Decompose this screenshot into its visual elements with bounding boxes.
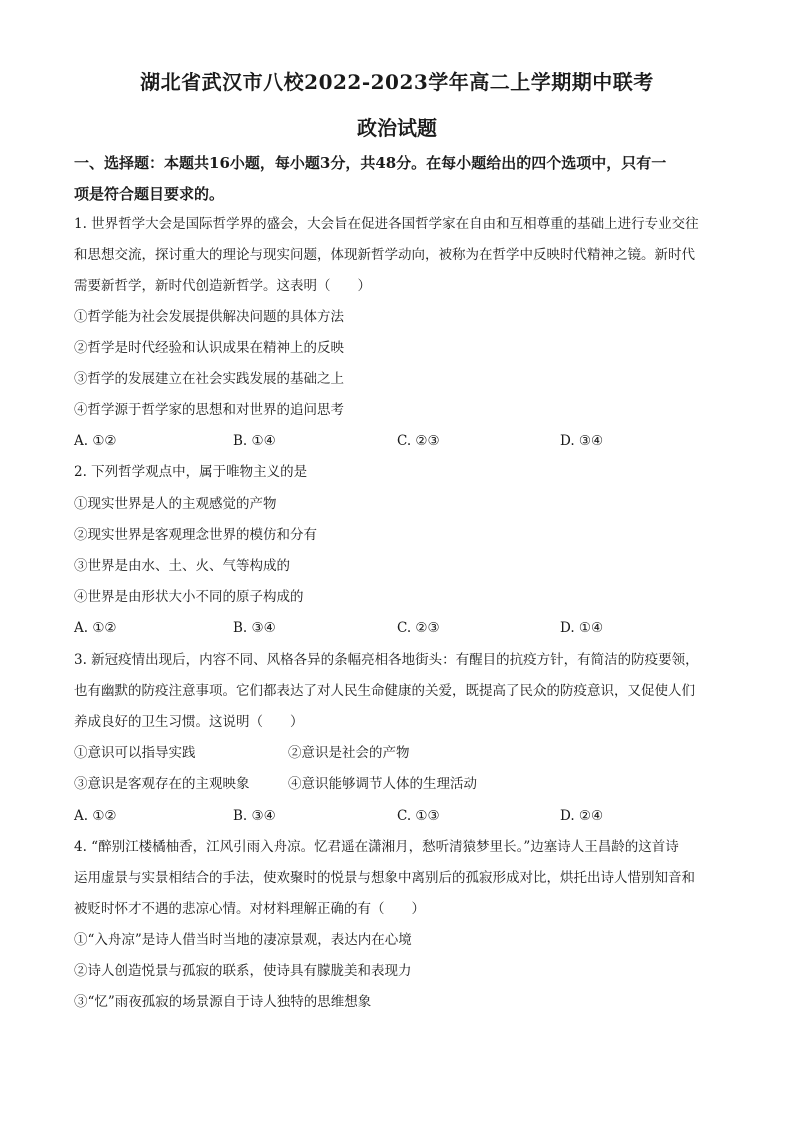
q2-option-a: A. ①②	[74, 620, 117, 636]
section-instructions	[74, 148, 724, 210]
section-instructions-line: 项是符合题目要求的。	[74, 185, 225, 203]
q3-statement: ②意识是社会的产物	[288, 745, 410, 761]
q2-option-d: D. ①④	[560, 620, 604, 636]
q3-stem-line: 养成良好的卫生习惯。这说明（ ）	[74, 714, 304, 730]
q4-stem-line: 被贬时怀才不遇的悲凉心情。对材料理解正确的有（ ）	[74, 901, 425, 917]
q1-statement: ③哲学的发展建立在社会实践发展的基础之上	[74, 371, 344, 387]
q4-statement: ②诗人创造悦景与孤寂的联系，使诗具有朦胧美和表现力	[74, 963, 412, 979]
q1-statement: ②哲学是时代经验和认识成果在精神上的反映	[74, 340, 344, 356]
q1-stem-line: 和思想交流，探讨重大的理论与现实问题，体现新哲学动向，被称为在哲学中反映时代精神之镜。新时代	[74, 247, 695, 263]
section-instructions-line: 一、选择题：本题共16小题，每小题3分，共48分。在每小题给出的四个选项中，只有一	[74, 154, 667, 172]
q4-stem-line: 4. “醉别江楼橘柚香，江风引雨入舟凉。忆君遥在潇湘月，愁听清猿梦里长。”边塞诗人王昌龄的这首诗	[74, 839, 679, 855]
q4-statement: ③“忆”雨夜孤寂的场景源自于诗人独特的思维想象	[74, 994, 372, 1010]
q2-statement: ①现实世界是人的主观感觉的产物	[74, 496, 277, 512]
q1-statement: ①哲学能为社会发展提供解决问题的具体方法	[74, 309, 344, 325]
q2-statement: ③世界是由水、土、火、气等构成的	[74, 558, 290, 574]
q3-statement: ③意识是客观存在的主观映象	[74, 776, 250, 792]
q3-statement: ④意识能够调节人体的生理活动	[288, 776, 477, 792]
q4-statement: ①“入舟凉”是诗人借当时当地的凄凉景观，表达内在心境	[74, 932, 412, 948]
q2-option-b: B. ③④	[233, 620, 276, 636]
q3-stem-line: 也有幽默的防疫注意事项。它们都表达了对人民生命健康的关爱，既提高了民众的防疫意识，又促使人们	[74, 683, 695, 699]
exam-title: 湖北省武汉市八校2022-2023学年高二上学期期中联考	[140, 70, 654, 94]
q2-stem-line: 2. 下列哲学观点中，属于唯物主义的是	[74, 464, 308, 480]
q3-option-c: C. ①③	[397, 808, 440, 824]
q1-option-c: C. ②③	[397, 433, 440, 449]
q3-option-d: D. ②④	[560, 808, 604, 824]
q1-stem-line: 1. 世界哲学大会是国际哲学界的盛会，大会旨在促进各国哲学家在自由和互相尊重的基础上进行专业交往	[74, 216, 699, 232]
q1-option-d: D. ③④	[560, 433, 604, 449]
q1-stem-line: 需要新哲学，新时代创造新哲学。这表明（ ）	[74, 278, 371, 294]
q1-statement: ④哲学源于哲学家的思想和对世界的追问思考	[74, 402, 344, 418]
q1-option-b: B. ①④	[233, 433, 276, 449]
q3-stem-line: 3. 新冠疫情出现后，内容不同、风格各异的条幅亮相各地街头：有醒目的抗疫方针，有简洁的防疫要领，	[74, 652, 699, 668]
q1-option-a: A. ①②	[74, 433, 117, 449]
q4-stem-line: 运用虚景与实景相结合的手法，使欢聚时的悦景与想象中离别后的孤寂形成对比，烘托出诗人惜别知音和	[74, 870, 695, 886]
exam-subject: 政治试题	[357, 116, 437, 140]
q2-statement: ②现实世界是客观理念世界的模仿和分有	[74, 527, 317, 543]
q3-option-b: B. ③④	[233, 808, 276, 824]
q2-statement: ④世界是由形状大小不同的原子构成的	[74, 589, 304, 605]
q3-option-a: A. ①②	[74, 808, 117, 824]
q2-option-c: C. ②③	[397, 620, 440, 636]
q3-statement: ①意识可以指导实践	[74, 745, 196, 761]
